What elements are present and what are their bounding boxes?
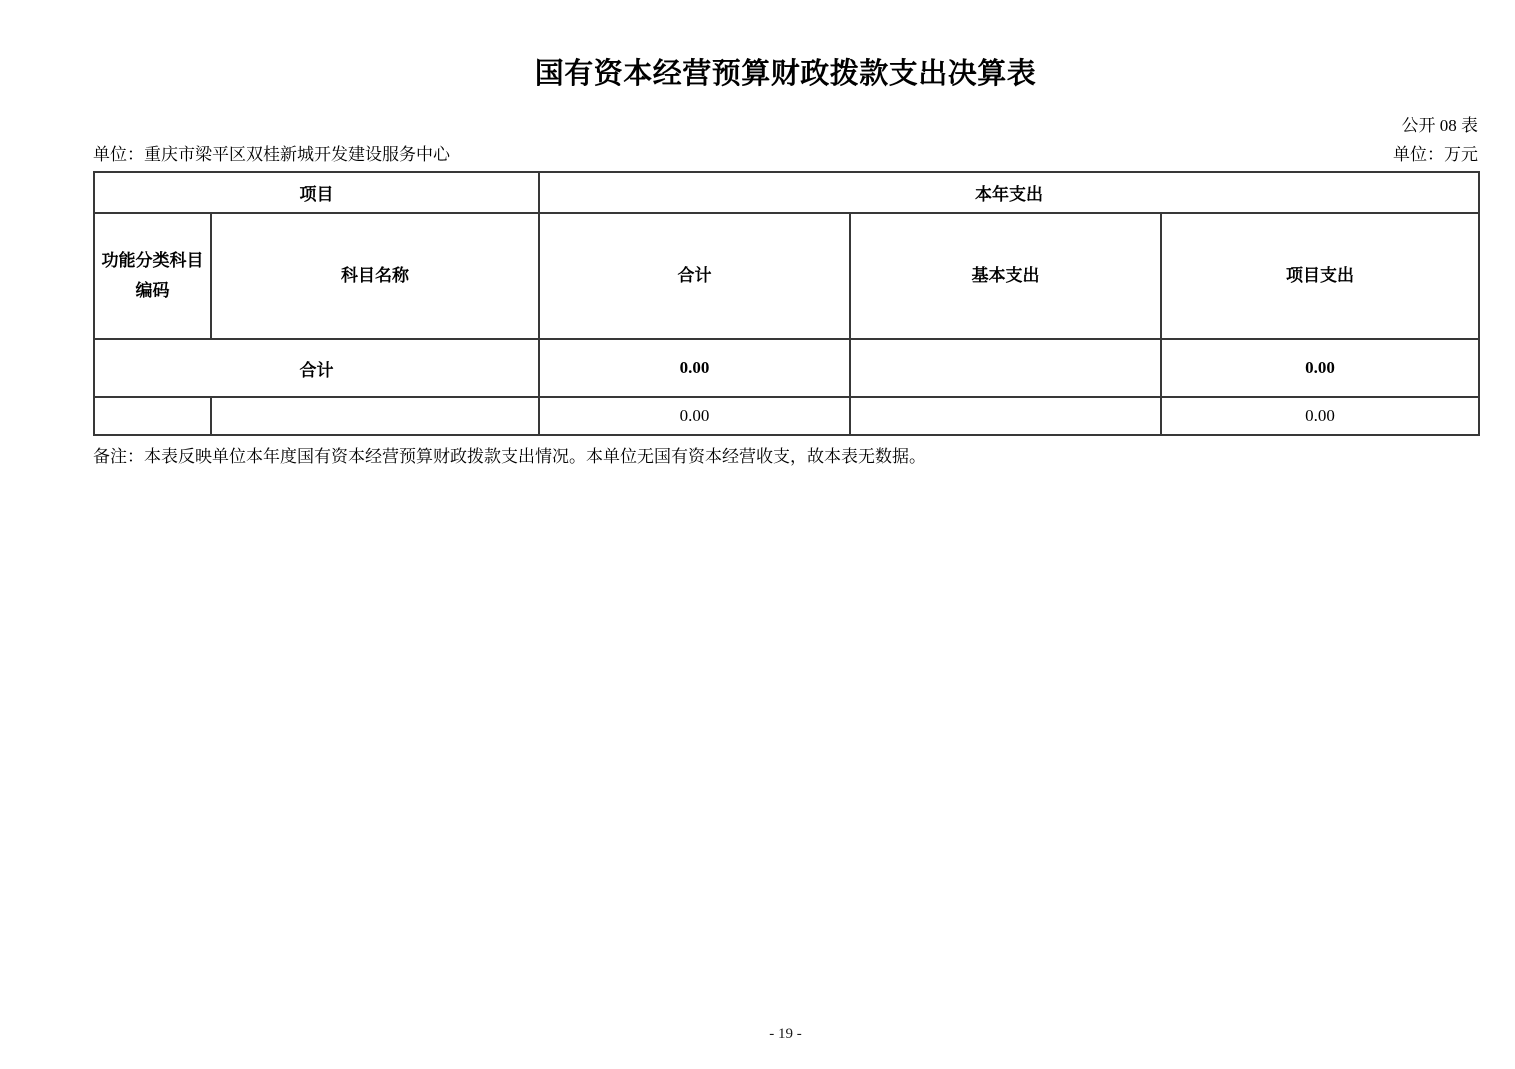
table-row-total [94, 339, 1479, 397]
table-row-empty [94, 397, 1479, 435]
header-group-annual-expenditure: 本年支出 [539, 172, 1479, 213]
form-code-label: 公开 08 表 [1401, 116, 1478, 135]
empty-row-subject-cell [211, 397, 539, 435]
header-col-function-code [94, 213, 211, 339]
unit-name-label: 单位：重庆市梁平区双桂新城开发建设服务中心 [93, 145, 450, 164]
header-col-function-code-line1: 功能分类科目 [101, 251, 204, 270]
header-col-function-code-line2: 编码 [135, 281, 170, 300]
empty-row-project-value: 0.00 [1161, 397, 1479, 435]
header-col-total: 合计 [539, 213, 850, 339]
header-col-basic-expenditure: 基本支出 [850, 213, 1161, 339]
header-col-project-expenditure: 项目支出 [1161, 213, 1479, 339]
empty-row-code-cell [94, 397, 211, 435]
table-header-group-row [94, 172, 1479, 213]
total-row-total-value: 0.00 [539, 339, 850, 397]
page-content [93, 0, 1478, 469]
unit-meta-row [93, 143, 1478, 167]
empty-row-basic-value [850, 397, 1161, 435]
header-group-item: 项目 [94, 172, 539, 213]
table-header-columns-row [94, 213, 1479, 339]
empty-row-total-value: 0.00 [539, 397, 850, 435]
total-row-basic-value [850, 339, 1161, 397]
note-text: 备注：本表反映单位本年度国有资本经营预算财政拨款支出情况。本单位无国有资本经营收支，故本表无数据。 [93, 447, 926, 466]
total-row-project-value: 0.00 [1161, 339, 1479, 397]
finance-table [93, 171, 1480, 436]
page-title: 国有资本经营预算财政拨款支出决算表 [534, 58, 1037, 90]
total-row-label: 合计 [94, 339, 539, 397]
header-col-subject-name: 科目名称 [211, 213, 539, 339]
unit-currency-label: 单位：万元 [1393, 145, 1478, 164]
page-number: - 19 - [769, 1026, 802, 1042]
